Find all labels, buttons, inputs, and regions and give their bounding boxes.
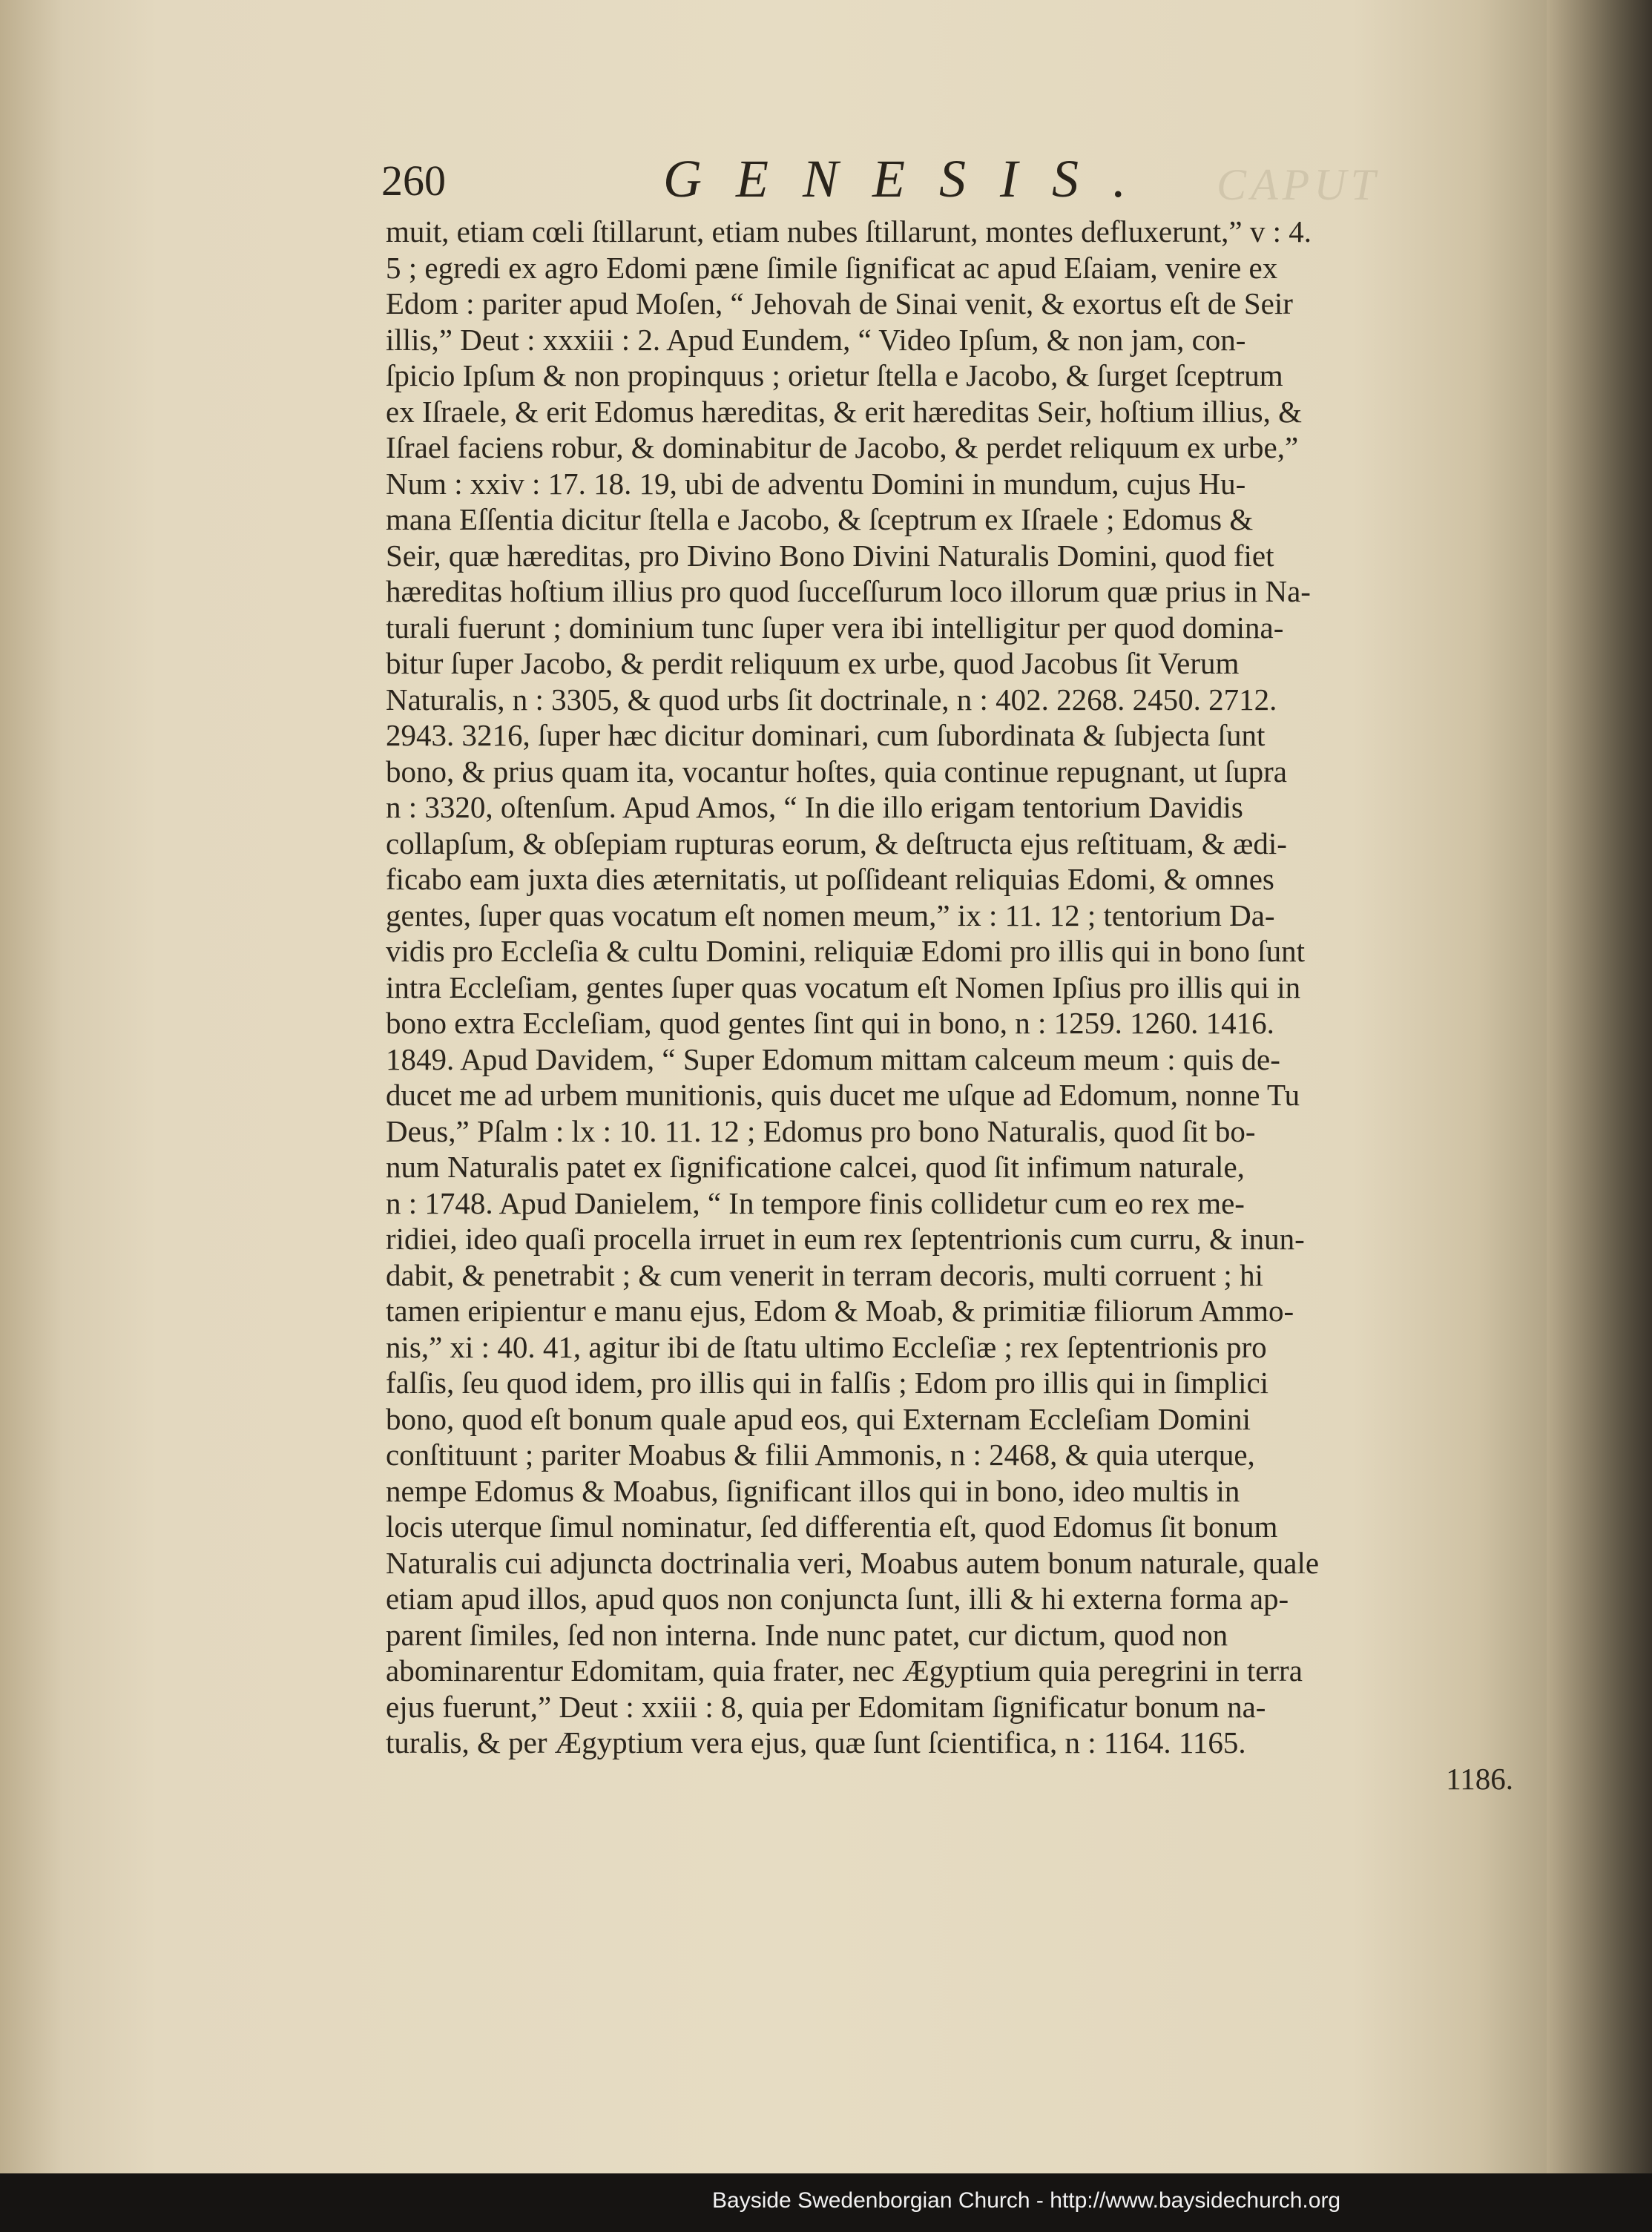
text-line: hæreditas hoſtium illius pro quod ſucceſſurum loco illorum quæ prius in Na-: [386, 574, 1311, 608]
text-line: Iſrael faciens robur, & dominabitur de Jacobo, & perdet reliquum ex urbe,”: [386, 430, 1299, 464]
text-line: locis uterque ſimul nominatur, ſed differentia eſt, quod Edomus ſit bonum: [386, 1510, 1278, 1544]
text-line: 1186.: [1446, 1761, 1513, 1796]
text-line: dabit, & penetrabit ; & cum venerit in terram decoris, multi corruent ; hi: [386, 1257, 1263, 1292]
text-line: muit, etiam cœli ſtillarunt, etiam nubes ſtillarunt, montes defluxerunt,” v : 4.: [386, 214, 1312, 248]
body-text: [386, 214, 1513, 1797]
watermark-footer-link[interactable]: Bayside Swedenborgian Church - http://www.baysidechurch.org: [712, 2188, 1341, 2213]
text-line: 5 ; egredi ex agro Edomi pæne ſimile ſignificat ac apud Eſaiam, venire ex: [386, 250, 1278, 285]
text-line: falſis, ſeu quod idem, pro illis qui in falſis ; Edom pro illis qui in ſimplici: [386, 1366, 1269, 1400]
text-line: parent ſimiles, ſed non interna. Inde nunc patet, cur dictum, quod non: [386, 1617, 1228, 1652]
text-line: num Naturalis patet ex ſignificatione calcei, quod ſit infimum naturale,: [386, 1150, 1245, 1184]
text-line: turali fuerunt ; dominium tunc ſuper vera ibi intelligitur per quod domina-: [386, 610, 1284, 645]
text-line: ficabo eam juxta dies æternitatis, ut poſſideant reliquias Edomi, & omnes: [386, 862, 1274, 896]
text-line: abominarentur Edomitam, quia frater, nec Ægyptium quia peregrini in terra: [386, 1653, 1303, 1688]
text-line: 1849. Apud Davidem, “ Super Edomum mittam calceum meum : quis de-: [386, 1041, 1280, 1076]
text-line: 2943. 3216, ſuper hæc dicitur dominari, cum ſubordinata & ſubjecta ſunt: [386, 718, 1266, 752]
text-line: tamen eripientur e manu ejus, Edom & Moab, & primitiæ filiorum Ammo-: [386, 1294, 1294, 1328]
text-line: gentes, ſuper quas vocatum eſt nomen meum,” ix : 11. 12 ; tentorium Da-: [386, 898, 1275, 932]
text-line: collapſum, & obſepiam rupturas eorum, & deſtructa ejus reſtituam, & ædi-: [386, 826, 1287, 860]
text-line: bono extra Eccleſiam, quod gentes ſint qui in bono, n : 1259. 1260. 1416.: [386, 1006, 1274, 1040]
text-line: vidis pro Eccleſia & cultu Domini, reliquiæ Edomi pro illis qui in bono ſunt: [386, 934, 1305, 968]
page-header: [381, 148, 1212, 208]
text-line: ducet me ad urbem munitionis, quis ducet me uſque ad Edomum, nonne Tu: [386, 1078, 1300, 1112]
text-line: intra Eccleſiam, gentes ſuper quas vocatum eſt Nomen Ipſius pro illis qui in: [386, 969, 1301, 1004]
text-line: illis,” Deut : xxxiii : 2. Apud Eundem, “ Video Ipſum, & non jam, con-: [386, 322, 1246, 357]
text-line: nis,” xi : 40. 41, agitur ibi de ſtatu ultimo Eccleſiæ ; rex ſeptentrionis pro: [386, 1329, 1267, 1364]
bleed-through-text: CAPUT: [1217, 160, 1380, 209]
text-line: Naturalis, n : 3305, & quod urbs ſit doctrinale, n : 402. 2268. 2450. 2712.: [386, 682, 1277, 717]
text-line: bono, & prius quam ita, vocantur hoſtes, quia continue repugnant, ut ſupra: [386, 754, 1287, 789]
text-line: n : 3320, oſtenſum. Apud Amos, “ In die illo erigam tentorium Davidis: [386, 790, 1243, 824]
text-line: Num : xxiv : 17. 18. 19, ubi de adventu Domini in mundum, cujus Hu-: [386, 466, 1246, 501]
text-line: Naturalis cui adjuncta doctrinalia veri, Moabus autem bonum naturale, quale: [386, 1545, 1320, 1580]
running-title: GENESIS.: [663, 149, 1160, 208]
text-line: n : 1748. Apud Danielem, “ In tempore finis collidetur cum eo rex me-: [386, 1185, 1245, 1220]
page-number: 260: [381, 157, 446, 205]
text-line: Edom : pariter apud Moſen, “ Jehovah de Sinai venit, & exortus eſt de Seir: [386, 286, 1293, 320]
text-line: nempe Edomus & Moabus, ſignificant illos qui in bono, ideo multis in: [386, 1473, 1240, 1508]
text-line: mana Eſſentia dicitur ſtella e Jacobo, & ſceptrum ex Iſraele ; Edomus &: [386, 502, 1254, 536]
text-line: Seir, quæ hæreditas, pro Divino Bono Divini Naturalis Domini, quod fiet: [386, 538, 1274, 573]
text-line: turalis, & per Ægyptium vera ejus, quæ ſunt ſcientifica, n : 1164. 1165.: [386, 1725, 1246, 1759]
text-line: ſpicio Ipſum & non propinquus ; orietur ſtella e Jacobo, & ſurget ſceptrum: [386, 358, 1283, 392]
text-line: etiam apud illos, apud quos non conjuncta ſunt, illi & hi externa forma ap-: [386, 1581, 1289, 1616]
text-line: Deus,” Pſalm : lx : 10. 11. 12 ; Edomus pro bono Naturalis, quod ſit bo-: [386, 1113, 1256, 1148]
text-line: bono, quod eſt bonum quale apud eos, qui Externam Eccleſiam Domini: [386, 1401, 1251, 1436]
text-line: ejus fuerunt,” Deut : xxiii : 8, quia per Edomitam ſignificatur bonum na-: [386, 1689, 1266, 1724]
text-line: bitur ſuper Jacobo, & perdit reliquum ex urbe, quod Jacobus ſit Verum: [386, 646, 1240, 680]
page-gutter-shadow: [1547, 0, 1652, 2173]
text-line: ridiei, ideo quaſi procella irruet in eum rex ſeptentrionis cum curru, & inun-: [386, 1222, 1305, 1256]
text-line: ex Iſraele, & erit Edomus hæreditas, & erit hæreditas Seir, hoſtium illius, &: [386, 394, 1302, 429]
text-line: conſtituunt ; pariter Moabus & filii Ammonis, n : 2468, & quia uterque,: [386, 1438, 1255, 1472]
